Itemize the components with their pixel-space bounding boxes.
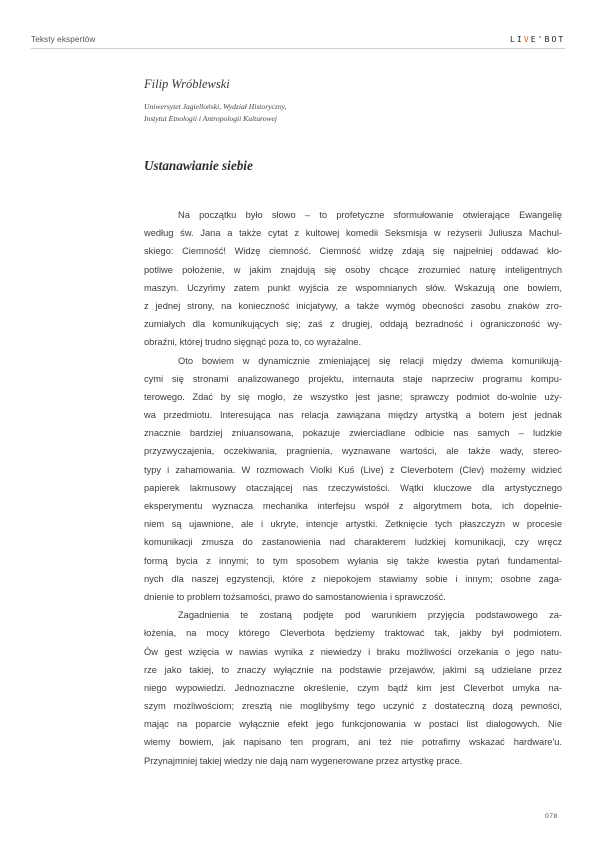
paragraph-line: papierek lakmusowy otaczającej nas rzeczywistości. Wątki kluczowe dla artystycznego [144, 482, 562, 493]
paragraph-line: wiemy bowiem, jak napisano ten program, ani też nie potrafimy wskazać hardware'u. [144, 737, 562, 748]
affiliation-line: Uniwersytet Jagielloński, Wydział Historyczny, [144, 102, 287, 111]
paragraph-line: nych dla naszej egzystencji, które z niepokojem stawiamy sobie i innym; osobne zaga- [144, 573, 562, 584]
page-number: 078 [545, 813, 558, 820]
article-title: Ustanawianie siebie [144, 158, 253, 173]
paragraph-line: Oto bowiem w dynamicznie zmieniającej się relacji między dwiema komunikują- [178, 355, 562, 366]
paragraph-line: Przynajmniej takiej wiedzy nie dają nam wygenerowane przez artystkę prace. [144, 755, 463, 766]
paragraph-line: obraźni, której trudno sięgnąć poza to, co wyrażalne. [144, 337, 362, 348]
header-divider [31, 48, 565, 49]
paragraph-line: eksperymentu wyznacza mechanika interfejsu współ z algorytmem bota, ich dopełnie- [144, 501, 562, 511]
logo-text-1: LI [510, 35, 524, 44]
liveabot-logo [510, 35, 565, 44]
paragraph-line: z jednej strony, na konieczność inicjatywy, a także wymóg obecności zasobu znaków zro- [144, 300, 562, 311]
paragraph-line: zumiałych dla komunikujących się; zaś z drugiej, oddają bezradność i ograniczoność wy- [144, 319, 562, 330]
paragraph-line: skiego: Ciemność! Widzę ciemność. Ciemność widzę zdają się najpełniej oddawać kło- [144, 246, 562, 257]
logo-text-2: E'BOT [530, 35, 566, 44]
paragraph-line: znacznie bardziej zniuansowana, pokazuje zwierciadlane odbicie nas samych – ludzkie [144, 428, 562, 439]
paragraph-line: cymi się stronami analizowanego projektu, internauta staje naprzeciw programu kompu- [144, 373, 562, 384]
paragraph-line: szym możliwościom; zresztą nie moglibyśmy tego uczynić z dostateczną dozą pewności, [144, 701, 562, 712]
paragraph-line: dnienie to problem tożsamości, prawo do samostanowienia i sprawczość. [144, 591, 446, 602]
paragraph-line: Ów gest wzięcia w nawias wynika z niewiedzy i braku możliwości orzekania o jego natu- [144, 646, 562, 657]
paragraph-line: typy i zahamowania. W rozmowach Violki Kuś (Live) z Cleverbotem (Clev) możemy widzieć [144, 464, 562, 475]
paragraph-line: według św. Jana a także cytat z kultowej komedii Seksmisja w reżyserii Juliusza Machul- [144, 228, 562, 239]
paragraph-line: potliwe położenie, w jakim znajdują się osoby chcące zrozumieć naturę inteligentnych [144, 264, 562, 275]
logo-accent: V [523, 35, 531, 44]
paragraph-line: niego wypowiedzi. Jednoznaczne określenie, czym bądź kim jest Cleverbot umyka na- [144, 682, 562, 693]
paragraph-line: terowego. Zdać by się mogło, że wszystko jest jasne; sprawczy podmiot do-wolnie uży- [144, 391, 562, 402]
author-affiliation [144, 101, 287, 124]
paragraph-line: przyzwyczajenia, oczekiwania, pragnienia, wyznawane wartości, ale także wady, stereo- [144, 446, 562, 457]
paragraph-line: rze jako takiej, to znaczy wyłącznie na podstawie przejawów, jakimi są udzielane przez [144, 664, 562, 675]
paragraph-line: wa przedmiotu. Interesująca nas relacja zawiązana między artystką a botem jest jednak [144, 410, 562, 421]
paragraph-line: Zagadnienia te zostaną podjęte pod warunkiem przyjęcia podstawowego za- [178, 610, 562, 621]
paragraph-line: maszyn. Uczyńmy zatem punkt wyjścia ze wspomnianych słów. Wskazują one bowiem, [144, 282, 562, 293]
article-body [144, 206, 562, 770]
running-header: Teksty ekspertów [31, 35, 96, 44]
paragraph-line: formą bycia z innymi; to tym sposobem wyłania się także kwestia pytań fundamental- [144, 555, 562, 566]
paragraph-line: niem są ujawnione, ale i ukryte, intencje artystki. Zetknięcie tych płaszczyzn w procesie [144, 519, 562, 530]
paragraph-line: łożenia, na mocy którego Cleverbota będziemy traktować tak, jakby był podmiotem. [144, 628, 562, 639]
paragraph-line: Na początku było słowo – to profetyczne sformułowanie otwierające Ewangelię [178, 210, 562, 220]
paragraph-line: komunikacji zmusza do zastanowienia nad charakterem ludzkiej komunikacji, czy wręcz [144, 537, 562, 548]
author-name: Filip Wróblewski [144, 77, 230, 91]
paragraph-line: mając na poparcie wyłącznie efekt jego funkcjonowania w postaci list dialogowych. Nie [144, 719, 562, 730]
affiliation-line: Instytut Etnologii i Antropologii Kulturowej [144, 113, 278, 123]
